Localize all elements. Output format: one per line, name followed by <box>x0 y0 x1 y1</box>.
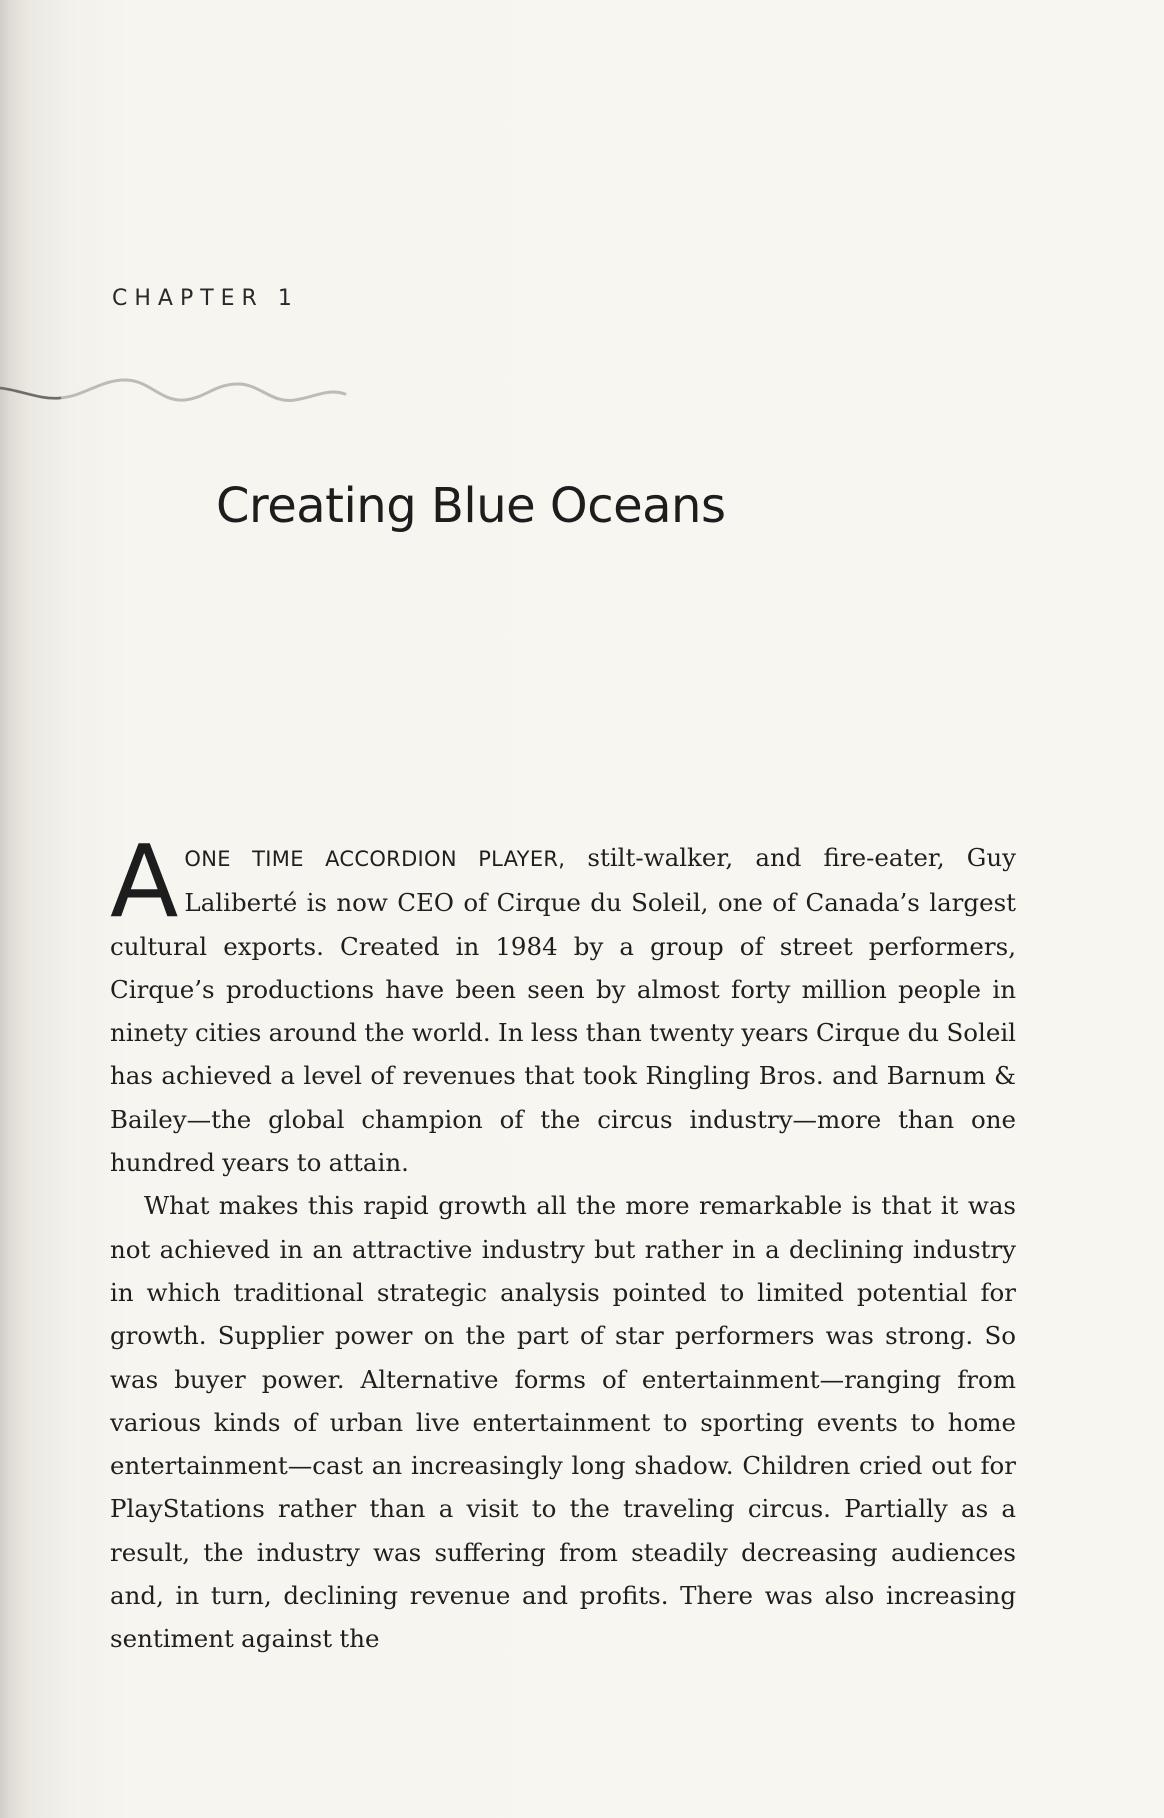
paragraph-2: What makes this rapid growth all the more remarkable is that it was not achieved in an attractive industry but rather in a declining industry in which traditional strategic analysis pointed to limited potential for growth. Supplier power on the part of star performers was strong. So was buyer power. Alternative forms of entertainment—ranging from various kinds of urban live entertainment to sporting events to home entertainment—cast an increasingly long shadow. Children cried out for PlayStations rather than a visit to the traveling circus. Partially as a result, the industry was suffering from steadily decreasing audiences and, in turn, declining revenue and profits. There was also increasing sentiment against the <box>110 1191 1016 1654</box>
chapter-title: Creating Blue Oceans <box>216 478 726 534</box>
wave-ornament-icon <box>0 370 350 420</box>
chapter-body <box>110 823 1016 1661</box>
drop-cap: A <box>110 823 179 940</box>
paragraph-1 <box>110 823 1016 1184</box>
paragraph-1-text: stilt-walker, and fire-eater, Guy Laliberté is now CEO of Cirque du Soleil, one of Canada’s largest cultural exports. Created in 1984 by a group of street performers, Cirque’s productions have been seen by almost forty million people in ninety cities around the world. In less than twenty years Cirque du Soleil has achieved a level of revenues that took Ringling Bros. and Barnum & Bailey—the global champion of the circus industry—more than one hundred years to attain. <box>110 843 1016 1178</box>
chapter-label: CHAPTER 1 <box>112 286 299 311</box>
lead-in-smallcaps: ONE TIME ACCORDION PLAYER, <box>184 847 566 871</box>
